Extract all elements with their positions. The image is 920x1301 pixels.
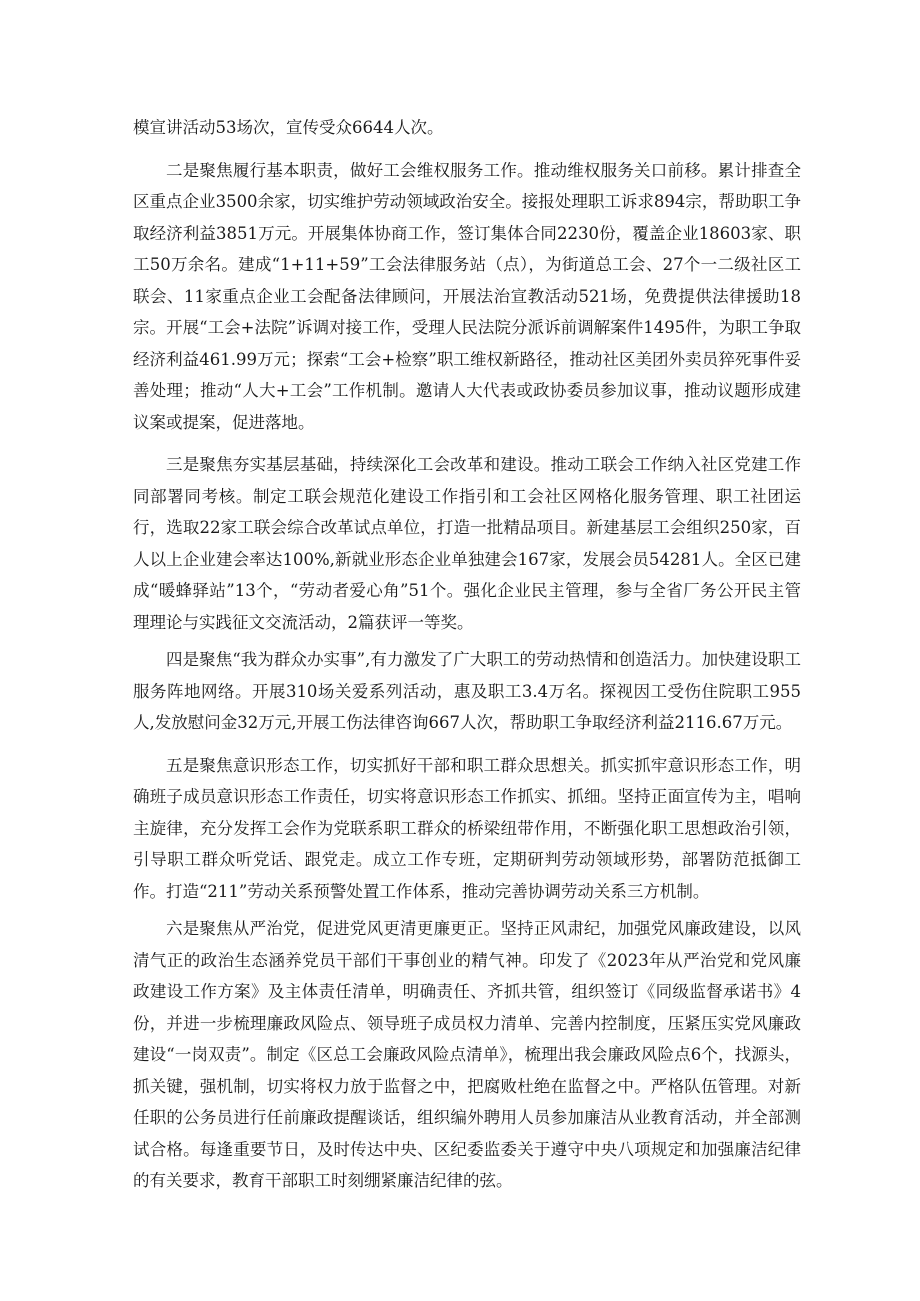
paragraph-five: 五是聚焦意识形态工作，切实抓好干部和职工群众思想关。抓实抓牢意识形态工作，明确班子成员意识形态工作责任，切实将意识形态工作抓实、抓细。坚持正面宣传为主，唱响主旋律，充分发挥工会作为党联系职工群众的桥梁纽带作用，不断强化职工思想政治引领，引导职工群众听党话、跟党走。成立工作专班，定期研判劳动领域形势，部署防范抵御工作。打造“211”劳动关系预警处置工作体系，推动完善协调劳动关系三方机制。 (133, 755, 801, 901)
paragraph-continued: 模宣讲活动53场次，宣传受众6644人次。 (133, 118, 444, 137)
paragraph-two: 二是聚焦履行基本职责，做好工会维权服务工作。推动维权服务关口前移。累计排查全区重点企业3500余家，切实维护劳动领域政治安全。接报处理职工诉求894宗，帮助职工争取经济利益3851万元。开展集体协商工作，签订集体合同2230份，覆盖企业18603家、职工50万余名。建成“1+11+59”工会法律服务站（点），为街道总工会、27个一二级社区工联会、11家重点企业工会配备法律顾问，开展法治宣教活动521场，免费提供法律援助18宗。开展“工会+法院”诉调对接工作，受理人民法院分派诉前调解案件1495件，为职工争取经济利益461.99万元；探索“工会+检察”职工维权新路径，推动社区美团外卖员猝死事件妥善处理；推动“人大+工会”工作机制。邀请人大代表或政协委员参加议事，推动议题形成建议案或提案，促进落地。 (133, 160, 801, 432)
paragraph-three: 三是聚焦夯实基层基础，持续深化工会改革和建设。推动工联会工作纳入社区党建工作同部署同考核。制定工联会规范化建设工作指引和工会社区网格化服务管理、职工社团运行，选取22家工联会综合改革试点单位，打造一批精品项目。新建基层工会组织250家，百人以上企业建会率达100%,新就业形态企业单独建会167家，发展会员54281人。全区已建成“暖蜂驿站”13个，“劳动者爱心角”51个。强化企业民主管理，参与全省厂务公开民主管理理论与实践征文交流活动，2篇获评一等奖。 (133, 455, 801, 632)
paragraph-six: 六是聚焦从严治党，促进党风更清更廉更正。坚持正风肃纪，加强党风廉政建设，以风清气正的政治生态涵养党员干部们干事创业的精气神。印发了《2023年从严治党和党风廉政建设工作方案》及主体责任清单，明确责任、齐抓共管，组织签订《同级监督承诺书》4份，并进一步梳理廉政风险点、领导班子成员权力清单、完善内控制度，压紧压实党风廉政建设“一岗双责”。制定《区总工会廉政风险点清单》，梳理出我会廉政风险点6个，找源头，抓关键，强机制，切实将权力放于监督之中，把腐败杜绝在监督之中。严格队伍管理。对新任职的公务员进行任前廉政提醒谈话，组织编外聘用人员参加廉洁从业教育活动，并全部测试合格。每逢重要节日，及时传达中央、区纪委监委关于遵守中央八项规定和加强廉洁纪律的有关要求，教育干部职工时刻绷紧廉洁纪律的弦。 (133, 919, 801, 1190)
document-body (133, 112, 801, 1197)
paragraph-four: 四是聚焦“我为群众办实事”,有力激发了广大职工的劳动热情和创造活力。加快建设职工服务阵地网络。开展310场关爱系列活动，惠及职工3.4万名。探视因工受伤住院职工955人,发放慰问金32万元,开展工伤法律咨询667人次，帮助职工争取经济利益2116.67万元。 (133, 650, 801, 732)
